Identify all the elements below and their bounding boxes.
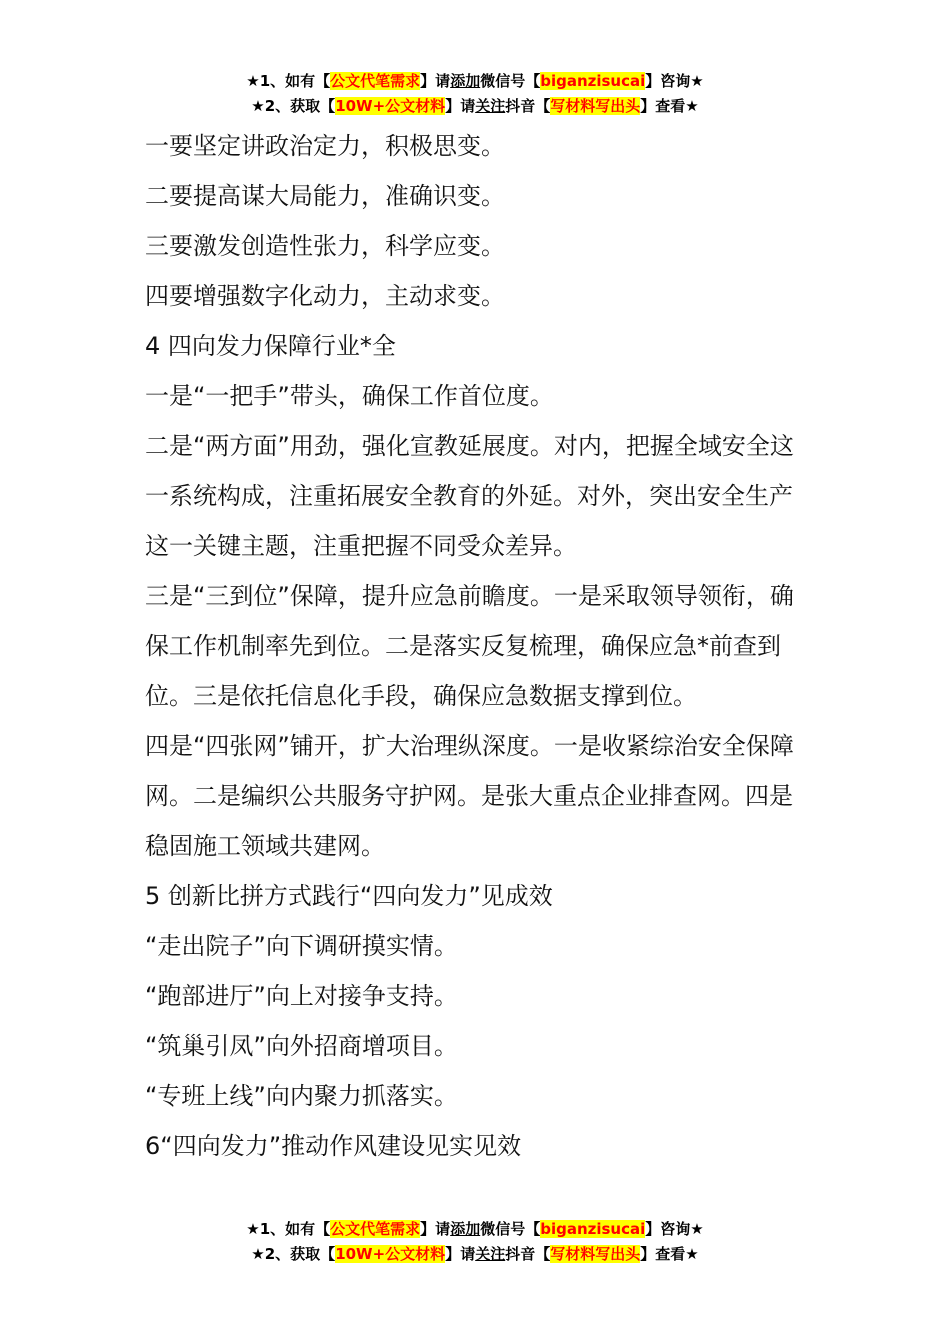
banner-highlight: 10W+公文材料 [335,1245,446,1263]
paragraph: 四要增强数字化动力，主动求变。 [145,282,505,310]
paragraph: “专班上线”向内聚力抓落实。 [145,1082,458,1110]
paragraph: “筑巢引凤”向外招商增项目。 [145,1032,458,1060]
paragraph: 一要坚定讲政治定力，积极思变。 [145,132,505,160]
paragraph: 二要提高谋大局能力，准确识变。 [145,182,505,210]
paragraph: “跑部进厅”向上对接争支持。 [145,982,458,1010]
banner-underlined-text: 添加 [450,1220,481,1238]
banner-text: 】请 [445,97,476,115]
paragraph: “走出院子”向下调研摸实情。 [145,932,458,960]
banner-text: 】请 [420,1220,451,1238]
banner-douyin-account: 写材料写出头 [550,97,641,115]
banner-wechat-id: biganzisucai [540,1220,646,1238]
banner-line-2 [0,94,950,119]
paragraph: 三是“三到位”保障，提升应急前瞻度。一是采取领导领衔，确保工作机制率先到位。二是落实反复梳理，确保应急*前查到位。三是依托信息化手段，确保应急数据支撑到位。 [145,582,794,710]
section-heading: 4 四向发力保障行业*全 [145,332,396,360]
banner-text: 】请 [445,1245,476,1263]
document-body [145,121,810,1171]
banner-line-1 [0,69,950,94]
banner-text: 微信号【 [480,72,541,90]
banner-text: ★2、获取【 [251,1245,336,1263]
banner-underlined-text: 添加 [450,72,481,90]
banner-douyin-account: 写材料写出头 [550,1245,641,1263]
banner-text: 抖音【 [505,97,551,115]
paragraph: 二是“两方面”用劲，强化宣教延展度。对内，把握全域安全这一系统构成，注重拓展安全教育的外延。对外，突出安全生产这一关键主题，注重把握不同受众差异。 [145,432,794,560]
banner-text: 抖音【 [505,1245,551,1263]
banner-text: 】请 [420,72,451,90]
banner-text: ★2、获取【 [251,97,336,115]
banner-line-2 [0,1242,950,1267]
section-heading: 6“四向发力”推动作风建设见实见效 [145,1132,522,1160]
banner-text: 】咨询★ [645,72,704,90]
paragraph: 四是“四张网”铺开，扩大治理纵深度。一是收紧综治安全保障网。二是编织公共服务守护网。是张大重点企业排查网。四是稳固施工领域共建网。 [145,732,794,860]
banner-text: 】查看★ [640,1245,699,1263]
banner-highlight: 10W+公文材料 [335,97,446,115]
banner-highlight: 公文代笔需求 [330,72,421,90]
paragraph: 一是“一把手”带头，确保工作首位度。 [145,382,554,410]
banner-text: 微信号【 [480,1220,541,1238]
banner-wechat-id: biganzisucai [540,72,646,90]
banner-line-1 [0,1217,950,1242]
footer-banner [0,1217,950,1267]
banner-underlined-text: 关注 [475,1245,506,1263]
banner-text: 】查看★ [640,97,699,115]
banner-underlined-text: 关注 [475,97,506,115]
banner-text: 】咨询★ [645,1220,704,1238]
header-banner [0,69,950,119]
section-heading: 5 创新比拼方式践行“四向发力”见成效 [145,882,553,910]
banner-highlight: 公文代笔需求 [330,1220,421,1238]
banner-text: ★1、如有【 [246,72,331,90]
paragraph: 三要激发创造性张力，科学应变。 [145,232,505,260]
banner-text: ★1、如有【 [246,1220,331,1238]
